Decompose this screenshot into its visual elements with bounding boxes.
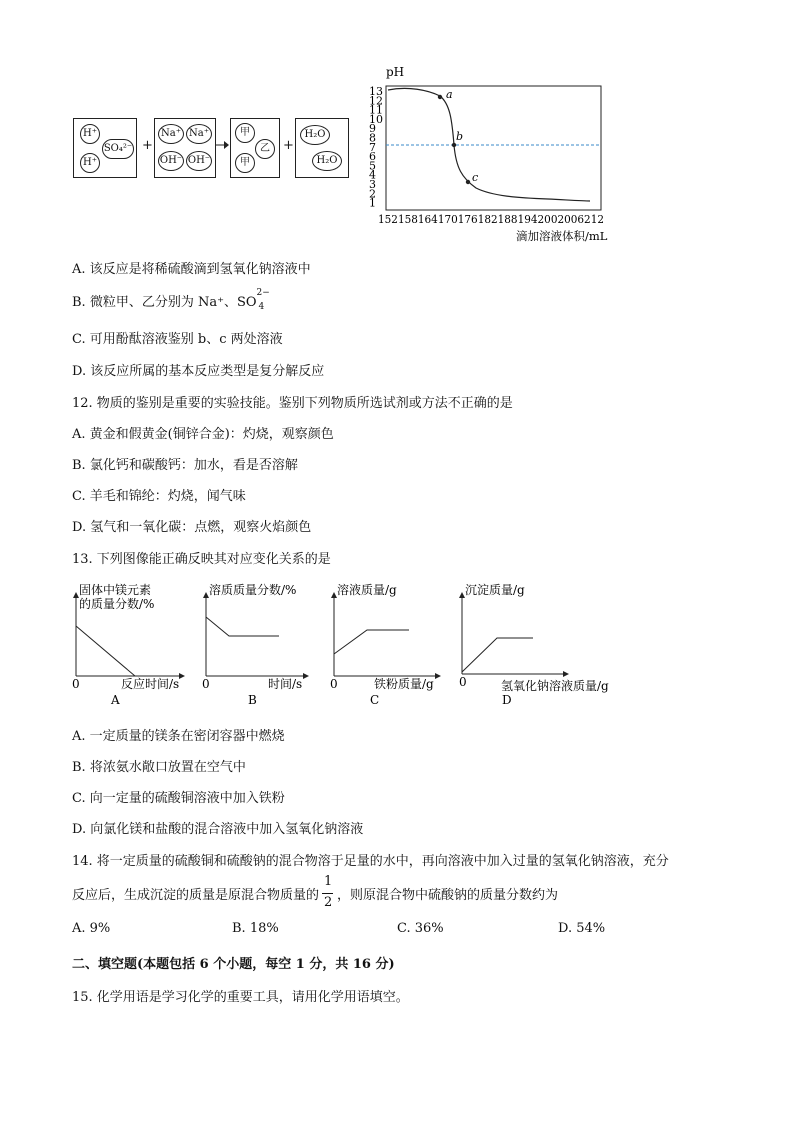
q13-chart-c xyxy=(323,580,453,710)
point-b-marker xyxy=(452,143,456,147)
ph-y-tick-label: 4 xyxy=(369,168,376,182)
sulfate-subscript: 4 xyxy=(258,301,265,312)
q13-option-d: D. 向氯化镁和盐酸的混合溶液中加入氢氧化钠溶液 xyxy=(72,822,364,837)
chart-c-x-arrow-icon xyxy=(435,673,441,679)
q13-option-b: B. 将浓氨水敞口放置在空气中 xyxy=(72,760,246,775)
q15-stem: 15. 化学用语是学习化学的重要工具，请用化学用语填空。 xyxy=(72,990,409,1005)
chart-c-xlabel: 铁粉质量/g xyxy=(374,677,434,691)
q12-stem: 12. 物质的鉴别是重要的实验技能。鉴别下列物质所选试剂或方法不正确的是 xyxy=(72,396,513,411)
fraction-numerator: 1 xyxy=(324,874,333,889)
point-a-label: a xyxy=(446,88,453,101)
q13-option-c: C. 向一定量的硫酸铜溶液中加入铁粉 xyxy=(72,791,285,806)
point-a-marker xyxy=(438,95,442,99)
chart-a-x-arrow-icon xyxy=(179,673,185,679)
chart-b-curve xyxy=(206,617,279,636)
q14-stem-text-b: ，则原混合物中硫酸钠的质量分数约为 xyxy=(337,888,559,903)
chart-c-origin: 0 xyxy=(330,677,338,691)
particle-yi: 乙 xyxy=(255,139,275,159)
ion-na-plus: Na⁺ xyxy=(186,124,212,144)
particle-jia: 甲 xyxy=(235,123,255,143)
chart-c-letter: C xyxy=(370,693,380,707)
ph-y-tick-label: 5 xyxy=(369,159,376,173)
q14-option-d: D. 54% xyxy=(558,921,606,936)
sulfate-charge: 2− xyxy=(256,287,270,298)
q14-stem-line2 xyxy=(72,874,558,914)
ph-x-tick-labels: 1521581641701761821881942002006212 xyxy=(378,212,604,226)
q14-stem-line1: 14. 将一定质量的硫酸铜和硫酸钠的混合物溶于足量的水中，再向溶液中加入过量的氢氧化钠溶液，充分 xyxy=(72,854,669,869)
q13-chart-d xyxy=(451,580,631,710)
ion-hydroxide: OH⁻ xyxy=(158,151,184,171)
q14-stem-text-a: 反应后，生成沉淀的质量是原混合物质量的 xyxy=(72,888,320,903)
ph-y-tick-label: 1 xyxy=(369,196,376,210)
ph-y-tick-label: 9 xyxy=(369,122,376,136)
q13-stem: 13. 下列图像能正确反映其对应变化关系的是 xyxy=(72,552,331,567)
chart-b-origin: 0 xyxy=(202,677,210,691)
ph-plot-frame xyxy=(386,86,601,210)
chart-d-xlabel: 氢氧化钠溶液质量/g xyxy=(501,679,609,693)
q11-option-c: C. 可用酚酞溶液鉴别 b、c 两处溶液 xyxy=(72,332,283,347)
right-arrow-icon xyxy=(215,140,229,150)
chart-a-ylabel-line2: 的质量分数/% xyxy=(79,597,155,611)
particle-box-1 xyxy=(73,118,137,178)
q11-option-a: A. 该反应是将稀硫酸滴到氢氧化钠溶液中 xyxy=(72,262,311,277)
ion-na-plus: Na⁺ xyxy=(158,124,184,144)
ph-x-axis-label: 滴加溶液体积/mL xyxy=(516,229,608,243)
point-c-marker xyxy=(466,180,470,184)
q13-option-a: A. 一定质量的镁条在密闭容器中燃烧 xyxy=(72,729,285,744)
ion-h-plus: H⁺ xyxy=(80,124,100,144)
plus-sign: + xyxy=(283,138,294,153)
ph-y-tick-label: 7 xyxy=(369,140,376,154)
point-b-label: b xyxy=(456,130,464,143)
ph-axis-label: pH xyxy=(386,65,405,79)
point-c-label: c xyxy=(472,171,479,184)
chart-d-x-arrow-icon xyxy=(563,671,569,677)
section-heading: 二、填空题(本题包括 6 个小题，每空 1 分，共 16 分) xyxy=(72,957,395,972)
ph-y-tick-label: 8 xyxy=(369,131,376,145)
ph-y-tick-label: 12 xyxy=(369,94,383,108)
ph-chart xyxy=(368,60,628,245)
chart-d-letter: D xyxy=(502,693,512,707)
chart-d-ylabel: 沉淀质量/g xyxy=(465,583,525,597)
q11-option-b-text: B. 微粒甲、乙分别为 Na⁺、SO xyxy=(72,295,257,310)
particle-jia: 甲 xyxy=(235,153,255,173)
ph-y-tick-label: 13 xyxy=(369,85,383,98)
chart-b-x-arrow-icon xyxy=(303,673,309,679)
ph-y-tick-label: 11 xyxy=(369,103,383,117)
chart-b-ylabel: 溶质质量分数/% xyxy=(209,583,297,597)
q12-option-c: C. 羊毛和锦纶：灼烧，闻气味 xyxy=(72,489,246,504)
q14-option-a: A. 9% xyxy=(72,921,111,936)
chart-a-ylabel-line1: 固体中镁元素 xyxy=(79,583,152,597)
particle-box-2 xyxy=(154,118,216,178)
q13-chart-b xyxy=(195,580,325,710)
ph-y-tick-label: 2 xyxy=(369,187,376,201)
q13-chart-a xyxy=(65,580,195,710)
chart-c-ylabel: 溶液质量/g xyxy=(337,583,397,597)
particle-box-3 xyxy=(230,118,280,178)
molecule-water: H₂O xyxy=(300,125,330,145)
q14-option-c: C. 36% xyxy=(397,921,444,936)
chart-c-curve xyxy=(334,630,409,654)
chart-d-origin: 0 xyxy=(459,675,467,689)
chart-b-letter: B xyxy=(248,693,257,707)
chart-a-xlabel: 反应时间/s xyxy=(121,677,180,691)
fraction-bar xyxy=(322,893,333,894)
ph-y-tick-label: 3 xyxy=(369,178,376,191)
particle-box-4 xyxy=(295,118,349,178)
ion-hydroxide: OH⁻ xyxy=(186,151,212,171)
chart-d-curve xyxy=(462,638,533,672)
q12-option-d: D. 氢气和一氧化碳：点燃，观察火焰颜色 xyxy=(72,520,312,535)
ph-y-tick-label: 6 xyxy=(369,150,376,164)
q11-option-b xyxy=(72,287,273,312)
ion-sulfate: SO₄²⁻ xyxy=(102,139,134,159)
molecule-water: H₂O xyxy=(312,151,342,171)
plus-sign: + xyxy=(142,138,153,153)
q14-option-b: B. 18% xyxy=(232,921,279,936)
chart-a-curve xyxy=(76,626,135,676)
ph-y-tick-labels xyxy=(369,85,383,210)
ion-h-plus: H⁺ xyxy=(80,153,100,173)
chart-b-xlabel: 时间/s xyxy=(268,677,303,691)
q12-option-a: A. 黄金和假黄金(铜锌合金)：灼烧，观察颜色 xyxy=(72,427,334,442)
ph-y-tick-label: 10 xyxy=(369,112,383,126)
fraction xyxy=(321,874,335,914)
q12-option-b: B. 氯化钙和碳酸钙：加水，看是否溶解 xyxy=(72,458,298,473)
q11-option-d: D. 该反应所属的基本反应类型是复分解反应 xyxy=(72,364,325,379)
fraction-denominator: 2 xyxy=(324,895,333,910)
chart-a-letter: A xyxy=(111,693,120,707)
chart-a-origin: 0 xyxy=(72,677,80,691)
